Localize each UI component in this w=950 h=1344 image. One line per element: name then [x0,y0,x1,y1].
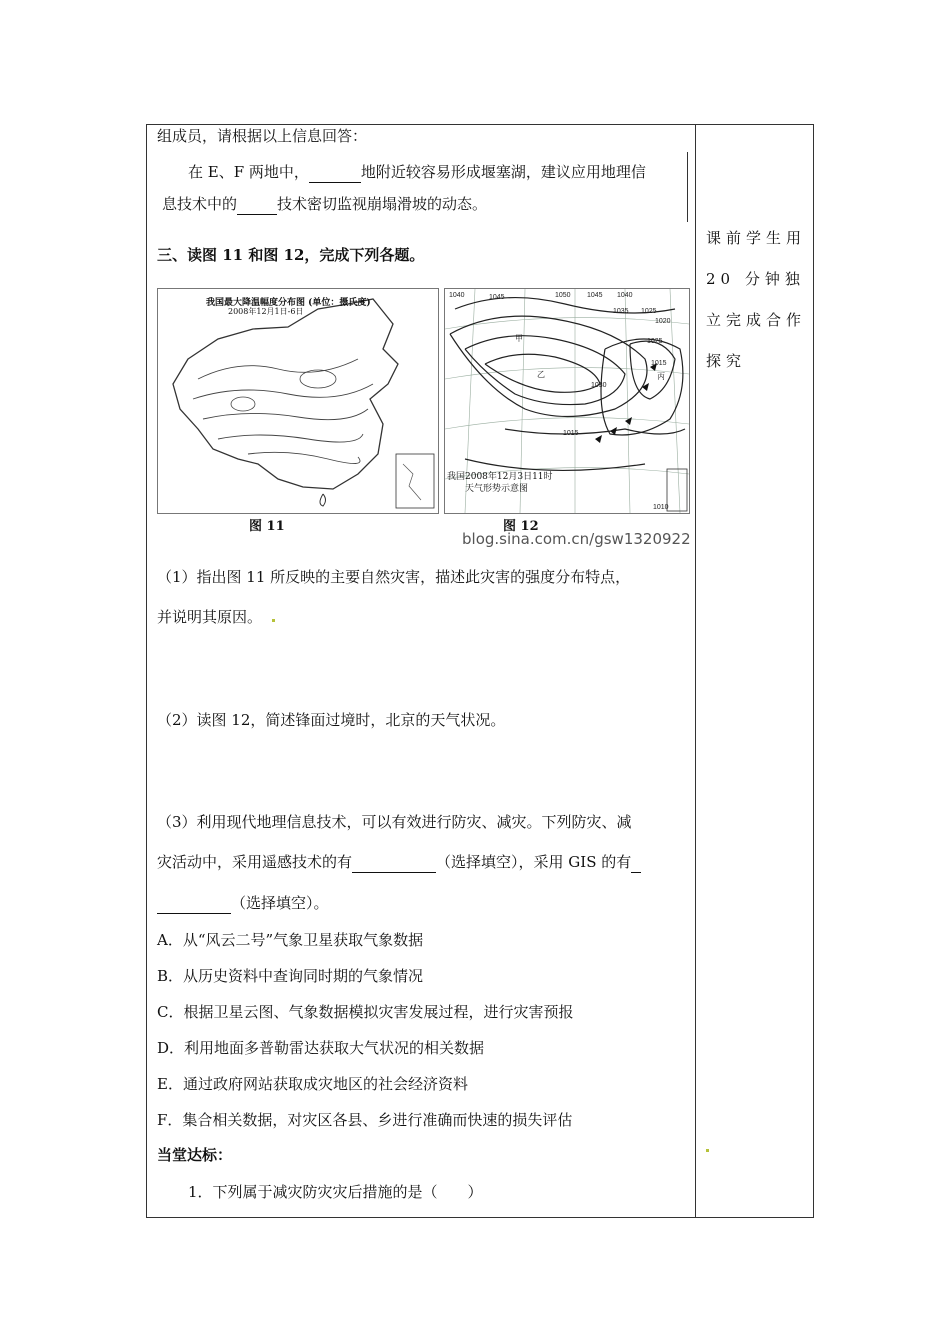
q1-line-2: 并说明其原因。 [157,608,263,626]
column-divider [695,124,696,1218]
figure-12-map [444,288,690,514]
standard-title: 当堂达标： [157,1146,233,1164]
q3-line-1: （3）利用现代地理信息技术，可以有效进行防灾、减灾。下列防灾、减 [157,813,632,831]
fig12-title-1: 我国2008年12月3日11时 [447,472,553,482]
section-3-title: 三、读图 11 和图 12，完成下列各题。 [157,246,425,264]
label-yi: 乙 [537,370,545,379]
q2: （2）读图 12，简述锋面过境时，北京的天气状况。 [157,711,506,729]
fig11-caption: 图 11 [249,519,285,534]
option-e: E．通过政府网站获取成灾地区的社会经济资料 [157,1075,468,1093]
option-f: F．集合相关数据，对灾区各县、乡进行准确而快速的损失评估 [157,1111,573,1129]
fig11-date: 2008年12月1日-6日 [228,307,304,316]
watermark: blog.sina.com.cn/gsw1320922 [462,530,691,548]
fig11-title: 我国最大降温幅度分布图 (单位：摄氏度) [206,298,371,308]
label-bing: 丙 [657,372,665,381]
figure-11-map [157,288,439,514]
isobar-label: 1045 [489,294,505,301]
isobar-label: 1040 [617,292,633,299]
option-a: A．从“风云二号”气象卫星获取气象数据 [157,931,424,949]
isobar-label: 1025 [647,338,663,345]
mark-dot [272,619,275,622]
isobar-label: 1015 [563,430,579,437]
q3-line-2: 灾活动中，采用遥感技术的有 （选择填空），采用 GIS 的有 [157,852,641,873]
mark-dot [706,1149,709,1152]
q3-line-3: （选择填空）。 [157,893,329,914]
isobar-label: 1045 [587,292,603,299]
label-jia: 甲 [515,334,523,343]
isobar-label: 1030 [591,382,607,389]
isobar-label: 1050 [555,292,571,299]
option-d: D．利用地面多普勒雷达获取大气状况的相关数据 [157,1039,485,1057]
china-temperature-map [158,289,438,513]
isobar-label: 1025 [641,308,657,315]
box-line-2: 息技术中的 技术密切监视崩塌滑坡的动态。 [162,195,488,213]
fig12-title-2: 天气形势示意图 [465,484,529,494]
option-b: B．从历史资料中查询同时期的气象情况 [157,967,424,985]
box-line-1: 在 E、F 两地中， 地附近较容易形成堰塞湖，建议应用地理信 [188,163,646,181]
fig12-caption: 图 12 [503,519,539,534]
option-c: C．根据卫星云图、气象数据模拟灾害发展过程，进行灾害预报 [157,1003,574,1021]
box-border [687,152,688,222]
q1-line-1: （1）指出图 11 所反映的主要自然灾害，描述此灾害的强度分布特点， [157,568,631,586]
isobar-label: 1020 [655,318,671,325]
isobar-label: 1040 [449,292,465,299]
isobar-label: 1010 [653,504,669,511]
question-1: 1．下列属于减灾防灾灾后措施的是（ ） [188,1183,483,1201]
intro-text: 组成员，请根据以上信息回答： [157,127,368,145]
side-note: 课前学生用 20 分钟独立完成合作探究 [706,229,807,370]
isobar-label: 1035 [613,308,629,315]
isobar-label: 1015 [651,360,667,367]
